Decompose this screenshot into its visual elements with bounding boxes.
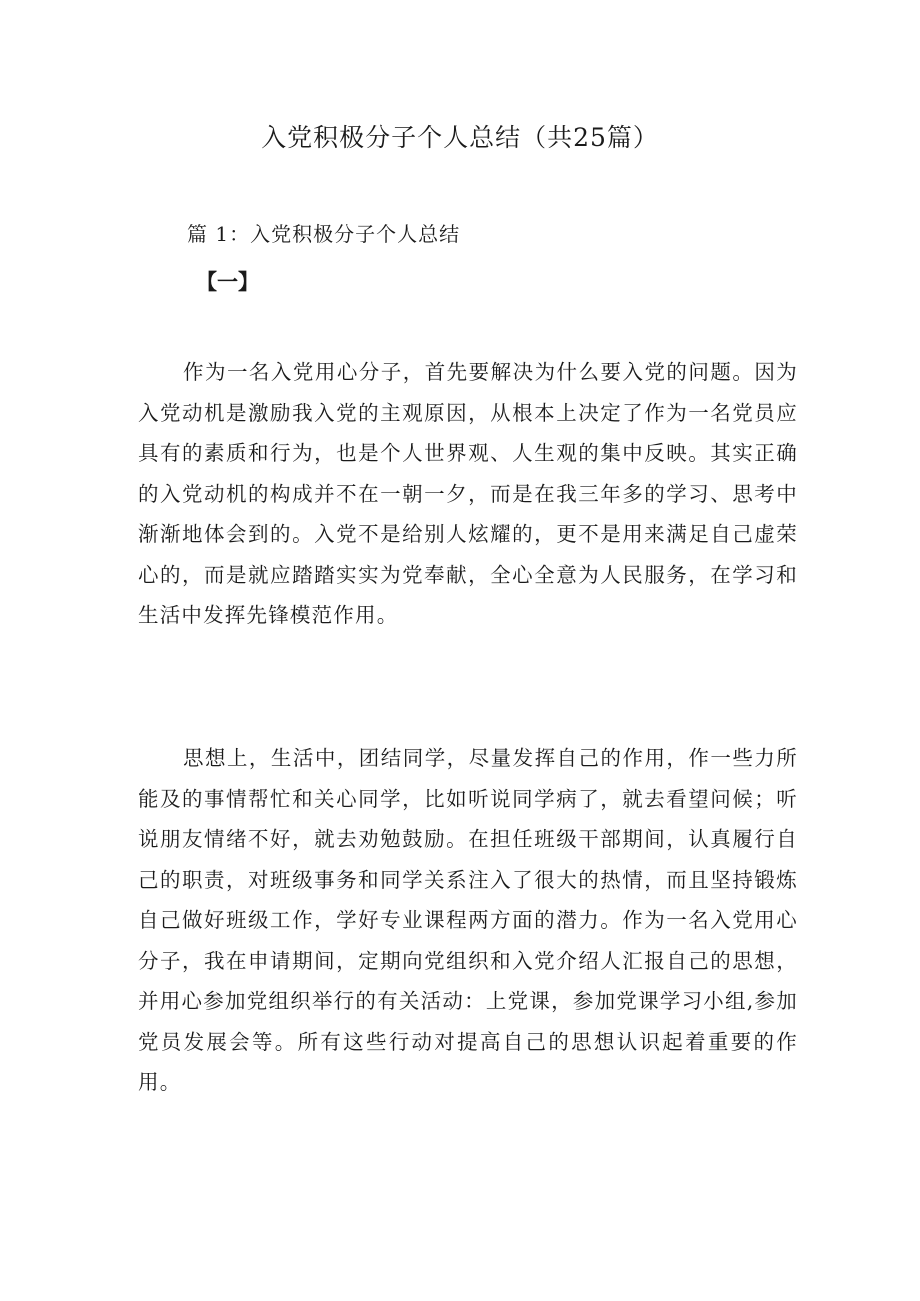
body-paragraph-1: 作为一名入党用心分子，首先要解决为什么要入党的问题。因为入党动机是激励我入党的主观原因，从根本上决定了作为一名党员应具有的素质和行为，也是个人世界观、人生观的集中反映。其实正确的入党动机的构成并不在一朝一夕，而是在我三年多的学习、思考中渐渐地体会到的。入党不是给别人炫耀的，更不是用来满足自己虚荣心的，而是就应踏踏实实为党奉献，全心全意为人民服务，在学习和生活中发挥先锋模范作用。	[138, 360, 798, 627]
part-marker: 【一】	[196, 269, 259, 294]
document-title: 入党积极分子个人总结（共25篇）	[261, 123, 659, 152]
body-paragraph-2: 思想上，生活中，团结同学，尽量发挥自己的作用，作一些力所能及的事情帮忙和关心同学，比如听说同学病了，就去看望问候；听说朋友情绪不好，就去劝勉鼓励。在担任班级干部期间，认真履行自己的职责，对班级事务和同学关系注入了很大的热情，而且坚持锻炼自己做好班级工作，学好专业课程两方面的潜力。作为一名入党用心分子，我在申请期间，定期向党组织和入党介绍人汇报自己的思想，并用心参加党组织举行的有关活动：上党课，参加党课学习小组,参加党员发展会等。所有这些行动对提高自己的思想认识起着重要的作用。	[138, 746, 798, 1094]
section-heading: 篇 1：入党积极分子个人总结	[187, 222, 461, 246]
